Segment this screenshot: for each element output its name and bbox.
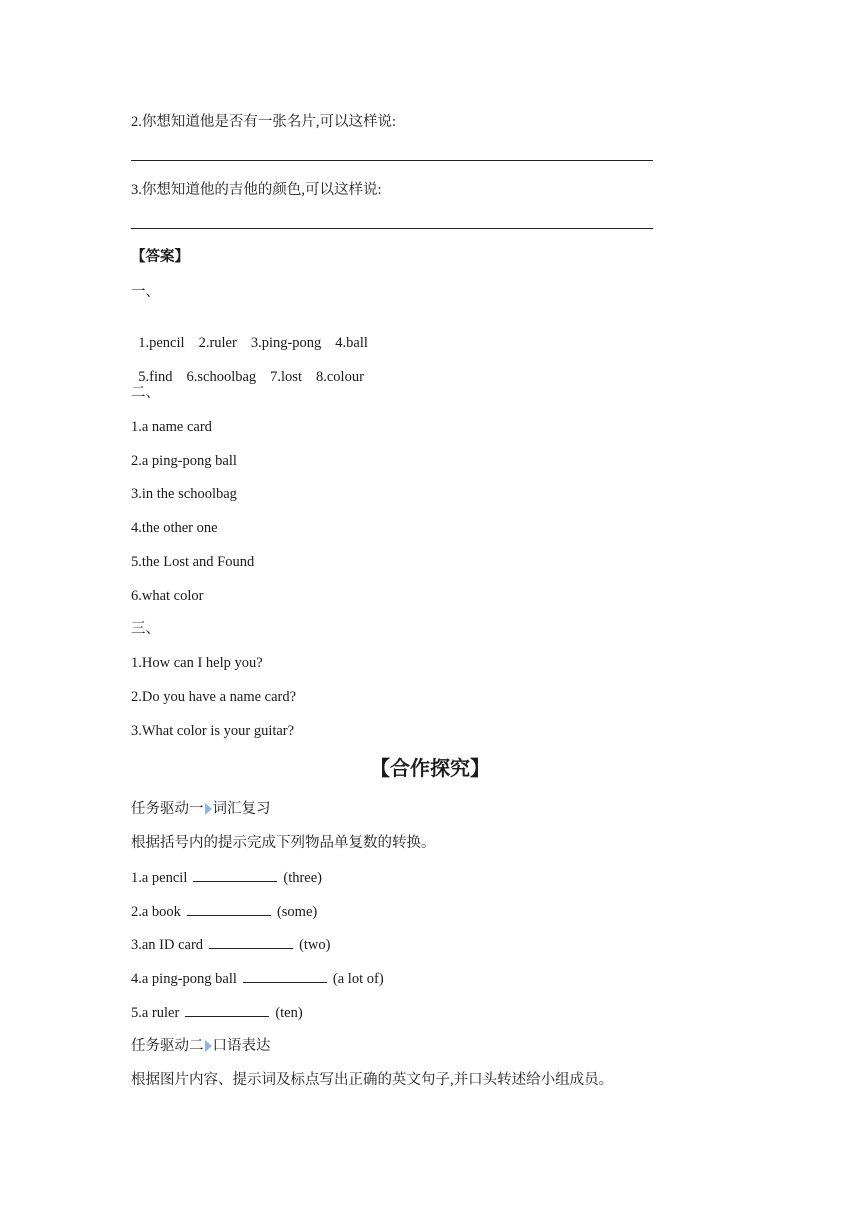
exercise-item bbox=[131, 936, 330, 954]
answer-blank[interactable] bbox=[243, 970, 327, 983]
answers-title: 【答案】 bbox=[131, 249, 189, 265]
answer-item: 2.ruler bbox=[198, 335, 237, 351]
arrow-icon bbox=[205, 803, 212, 815]
task-2-suffix: 口语表达 bbox=[212, 1038, 271, 1054]
answer-line-3 bbox=[131, 228, 653, 229]
arrow-icon bbox=[205, 1040, 212, 1052]
task-1-suffix: 词汇复习 bbox=[212, 801, 271, 817]
section-3-item: 2.Do you have a name card? bbox=[131, 689, 297, 705]
task-2-instruction: 根据图片内容、提示词及标点写出正确的英文句子,并口头转述给小组成员。 bbox=[131, 1072, 614, 1088]
answer-blank[interactable] bbox=[209, 936, 293, 949]
exercise-phrase: 2.a book bbox=[131, 904, 181, 920]
exercise-phrase: 4.a ping-pong ball bbox=[131, 971, 237, 987]
answer-blank[interactable] bbox=[193, 869, 277, 882]
section-1-row-1 bbox=[131, 316, 368, 352]
explore-heading: 【合作探究】 bbox=[370, 758, 490, 780]
section-2-item: 3.in the schoolbag bbox=[131, 486, 237, 502]
answer-blank[interactable] bbox=[185, 1004, 269, 1017]
exercise-item bbox=[131, 1004, 303, 1022]
section-1-label: 一、 bbox=[131, 284, 160, 300]
answer-item: 4.ball bbox=[335, 335, 368, 351]
exercise-hint: (ten) bbox=[275, 1005, 303, 1021]
answer-item: 1.pencil bbox=[138, 335, 185, 351]
section-1-row-2 bbox=[131, 350, 364, 386]
answer-item: 8.colour bbox=[315, 369, 364, 385]
section-2-item: 2.a ping-pong ball bbox=[131, 453, 237, 469]
exercise-item bbox=[131, 903, 317, 921]
answer-blank[interactable] bbox=[187, 903, 271, 916]
answer-line-2 bbox=[131, 160, 653, 161]
exercise-hint: (a lot of) bbox=[332, 971, 384, 987]
task-1-prefix: 任务驱动一 bbox=[131, 801, 204, 817]
exercise-hint: (two) bbox=[299, 937, 331, 953]
answer-item: 7.lost bbox=[270, 369, 302, 385]
section-2-item: 6.what color bbox=[131, 588, 204, 604]
exercise-item bbox=[131, 869, 322, 887]
exercise-phrase: 5.a ruler bbox=[131, 1005, 180, 1021]
task-1-instruction: 根据括号内的提示完成下列物品单复数的转换。 bbox=[131, 835, 436, 851]
section-2-item: 4.the other one bbox=[131, 520, 218, 536]
section-2-item: 1.a name card bbox=[131, 419, 212, 435]
question-3: 3.你想知道他的吉他的颜色,可以这样说: bbox=[131, 182, 382, 198]
task-2-title bbox=[131, 1037, 271, 1055]
section-3-label: 三、 bbox=[131, 621, 160, 637]
exercise-item bbox=[131, 970, 384, 988]
exercise-hint: (some) bbox=[276, 904, 318, 920]
section-2-item: 5.the Lost and Found bbox=[131, 554, 255, 570]
exercise-phrase: 1.a pencil bbox=[131, 870, 188, 886]
task-1-title bbox=[131, 800, 271, 818]
answer-item: 5.find bbox=[138, 369, 173, 385]
task-2-prefix: 任务驱动二 bbox=[131, 1038, 204, 1054]
section-3-item: 3.What color is your guitar? bbox=[131, 723, 295, 739]
section-3-item: 1.How can I help you? bbox=[131, 655, 263, 671]
answer-item: 6.schoolbag bbox=[186, 369, 257, 385]
exercise-phrase: 3.an ID card bbox=[131, 937, 204, 953]
answer-item: 3.ping-pong bbox=[250, 335, 322, 351]
exercise-hint: (three) bbox=[283, 870, 323, 886]
question-2: 2.你想知道他是否有一张名片,可以这样说: bbox=[131, 114, 397, 130]
section-2-label: 二、 bbox=[131, 385, 160, 401]
